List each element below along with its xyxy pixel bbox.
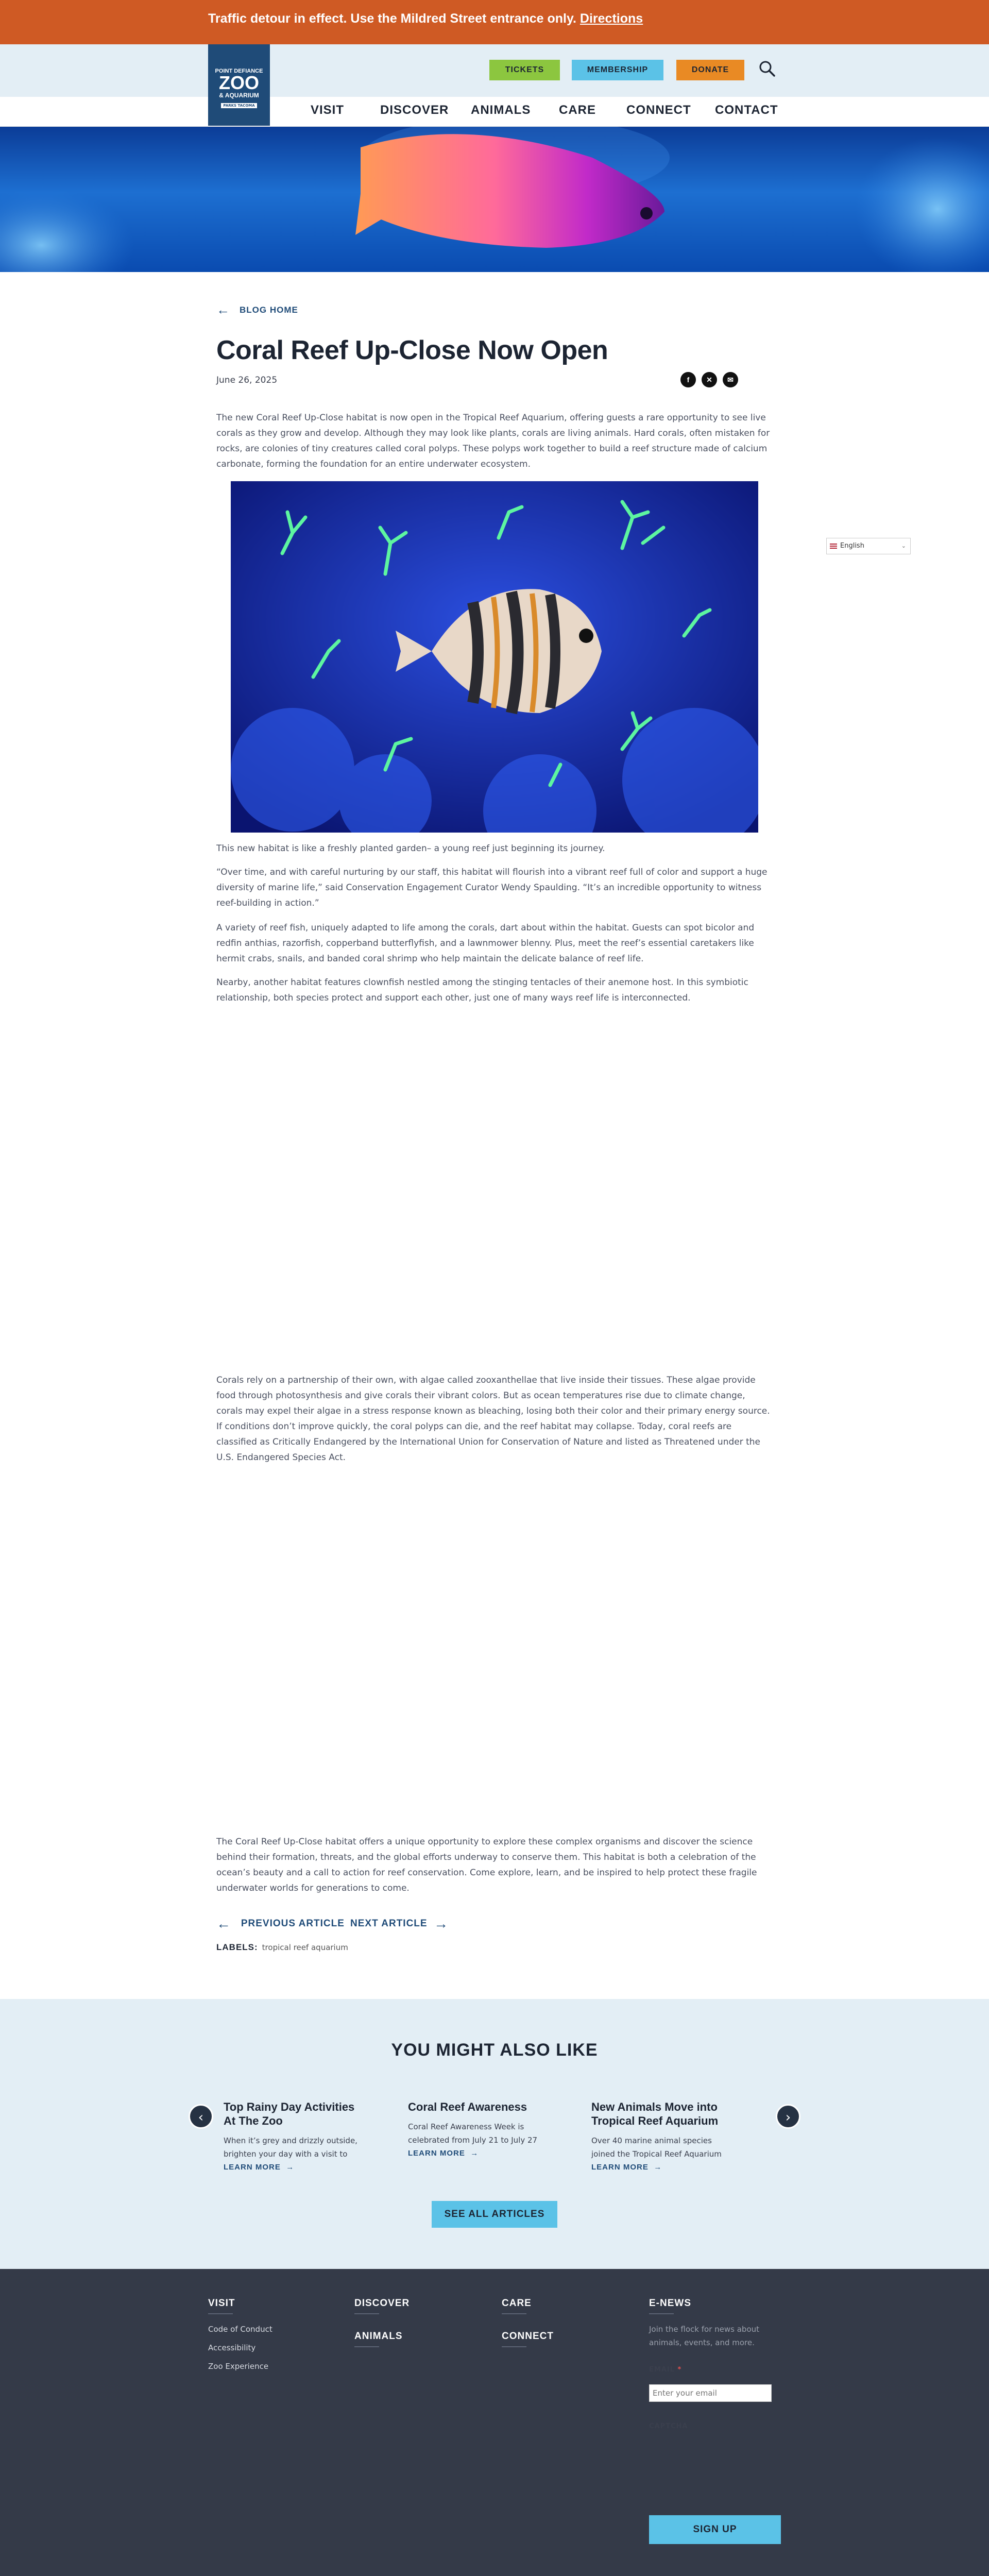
- related-card[interactable]: [224, 2100, 368, 2172]
- article-paragraph: The Coral Reef Up-Close habitat offers a unique opportunity to explore these complex organisms and discover the science behind their formation, threats, and the global efforts underway to conserve them. This habitat is both a celebration of the ocean’s beauty and a call to action for reef conservation. Come explore, learn, and be inspired to help protect these fragile underwater worlds for generations to come.: [216, 1837, 757, 1893]
- next-article-label: NEXT ARTICLE: [350, 1918, 428, 1929]
- see-all-articles-button[interactable]: SEE ALL ARTICLES: [432, 2201, 557, 2228]
- nav-discover[interactable]: DISCOVER: [380, 103, 449, 117]
- card-learn-more-label: LEARN MORE: [224, 2163, 281, 2172]
- arrow-left-icon: ←: [216, 302, 230, 317]
- label-link[interactable]: tropical reef aquarium: [262, 1943, 348, 1952]
- blog-home-link[interactable]: [216, 302, 298, 318]
- arrow-right-icon: →: [286, 2163, 295, 2172]
- site-footer: [0, 2269, 989, 2576]
- arrow-right-icon: →: [434, 1916, 449, 1931]
- related-card[interactable]: [591, 2100, 736, 2172]
- email-icon[interactable]: ✉: [723, 372, 738, 387]
- article-paragraph: A variety of reef fish, uniquely adapted to life among the corals, dart about within the habitat. Guests can spot bicolor and redfin anthias, razorfish, copperband butterflyfish, and a lawnmower blenny. Plus, meet the reef’s essential caretakers like hermit crabs, snails, and banded coral shrimp who help maintain the delicate balance of reef life.: [216, 923, 755, 964]
- card-title: New Animals Move into Tropical Reef Aquarium: [591, 2100, 719, 2127]
- chevron-left-icon: ‹: [198, 2110, 204, 2125]
- donate-button[interactable]: DONATE: [676, 60, 744, 80]
- us-flag-icon: [830, 544, 837, 549]
- card-description: When it’s grey and drizzly outside, brighten your day with a visit to: [224, 2136, 357, 2159]
- language-value: English: [840, 542, 864, 550]
- card-learn-more-label: LEARN MORE: [591, 2163, 649, 2172]
- hero-fish-image: [0, 127, 989, 272]
- required-marker: *: [677, 2366, 682, 2374]
- language-select[interactable]: [826, 538, 911, 554]
- tickets-button[interactable]: TICKETS: [489, 60, 560, 80]
- chevron-down-icon: ⌄: [901, 543, 906, 549]
- alert-message: Traffic detour in effect. Use the Mildred Street entrance only.: [208, 11, 576, 26]
- card-title: Coral Reef Awareness: [408, 2100, 527, 2113]
- article-paragraph: “Over time, and with careful nurturing by our staff, this habitat will flourish into a vibrant reef full of color and support a huge diversity of marine life,” said Conservation Engagement Curator Wendy Spaulding. “It’s an incredible opportunity to witness reef-building in action.”: [216, 867, 768, 908]
- footer-heading-discover[interactable]: DISCOVER: [354, 2298, 410, 2314]
- previous-article-link[interactable]: [216, 1916, 345, 1932]
- card-description: Over 40 marine animal species joined the Tropical Reef Aquarium: [591, 2136, 722, 2159]
- email-field[interactable]: [649, 2384, 772, 2402]
- footer-heading-care[interactable]: CARE: [502, 2298, 532, 2314]
- nav-connect[interactable]: CONNECT: [626, 103, 691, 117]
- arrow-right-icon: →: [470, 2149, 479, 2158]
- labels-heading: LABELS:: [216, 1942, 258, 1952]
- arrow-right-icon: →: [654, 2163, 662, 2172]
- footer-heading-visit[interactable]: VISIT: [208, 2298, 235, 2314]
- captcha-label: CAPTCHA: [649, 2422, 688, 2430]
- email-label-text: EMAIL: [649, 2366, 675, 2374]
- chevron-right-icon: ›: [785, 2110, 791, 2125]
- x-icon[interactable]: ✕: [702, 372, 717, 387]
- enews-description: Join the flock for news about animals, events, and more.: [649, 2325, 760, 2347]
- card-title: Top Rainy Day Activities At The Zoo: [224, 2100, 355, 2127]
- alert-text: [208, 11, 643, 26]
- footer-heading-enews: E-NEWS: [649, 2298, 691, 2314]
- footer-link[interactable]: Code of Conduct: [208, 2325, 272, 2334]
- card-learn-more-label: LEARN MORE: [408, 2149, 465, 2158]
- carousel-prev-button[interactable]: [189, 2104, 213, 2129]
- card-learn-more-link[interactable]: [408, 2149, 552, 2158]
- directions-link[interactable]: Directions: [579, 11, 643, 26]
- hero-banner: [0, 127, 989, 272]
- article-paragraph: The new Coral Reef Up-Close habitat is now open in the Tropical Reef Aquarium, offering guests a rare opportunity to see live corals as they grow and develop. Although they may look like plants, corals are living animals. Hard corals, often mistaken for rocks, are colonies of tiny creatures called coral polyps. These polyps work together to build a reef structure made of calcium carbonate, forming the foundation for an entire underwater ecosystem.: [216, 413, 770, 469]
- nav-visit[interactable]: VISIT: [311, 103, 345, 117]
- article-date: June 26, 2025: [216, 375, 278, 385]
- footer-link[interactable]: Zoo Experience: [208, 2362, 269, 2371]
- nav-care[interactable]: CARE: [559, 103, 596, 117]
- logo-line-2: ZOO: [219, 72, 259, 93]
- email-label: [649, 2366, 681, 2374]
- footer-heading-connect[interactable]: CONNECT: [502, 2331, 554, 2347]
- nav-animals[interactable]: ANIMALS: [471, 103, 531, 117]
- search-icon[interactable]: [758, 60, 776, 77]
- article-paragraph: Nearby, another habitat features clownfish nestled among the stinging tentacles of their anemone host. In this symbiotic relationship, both species protect and support each other, just one of many ways reef life is interconnected.: [216, 977, 748, 1003]
- sign-up-button[interactable]: SIGN UP: [649, 2515, 781, 2544]
- membership-button[interactable]: MEMBERSHIP: [572, 60, 663, 80]
- card-learn-more-link[interactable]: [591, 2163, 736, 2172]
- alert-bar: [0, 0, 989, 44]
- previous-article-label: PREVIOUS ARTICLE: [241, 1918, 345, 1929]
- footer-heading-animals[interactable]: ANIMALS: [354, 2331, 403, 2347]
- labels-row: [216, 1942, 348, 1953]
- logo-line-3: & AQUARIUM: [219, 92, 259, 99]
- article-paragraph: Corals rely on a partnership of their own, with algae called zooxanthellae that live inside their tissues. These algae provide food through photosynthesis and give corals their vibrant colors. But as ocean temperatures rise due to climate change, corals may expel their algae in a stress response known as bleaching, losing both their color and their primary energy source. If conditions don’t improve quickly, the coral polyps can die, and the reef habitat may collapse. Today, coral reefs are classified as Critically Endangered by the International Union for Conservation of Nature and listed as Threatened under the U.S. Endangered Species Act.: [216, 1375, 770, 1463]
- card-learn-more-link[interactable]: [224, 2163, 368, 2172]
- related-card[interactable]: [408, 2100, 552, 2158]
- next-article-link[interactable]: [350, 1916, 449, 1932]
- card-description: Coral Reef Awareness Week is celebrated from July 21 to July 27: [408, 2122, 538, 2145]
- logo-line-4: PARKS TACOMA: [221, 103, 257, 108]
- carousel-next-button[interactable]: [776, 2104, 800, 2129]
- logo-line-1: POINT DEFIANCE: [215, 68, 263, 74]
- blog-home-label: BLOG HOME: [240, 305, 298, 315]
- article-title: Coral Reef Up-Close Now Open: [216, 335, 608, 365]
- facebook-icon[interactable]: f: [680, 372, 696, 387]
- nav-contact[interactable]: CONTACT: [715, 103, 778, 117]
- zoo-logo[interactable]: [208, 44, 270, 126]
- coral-reef-photo: [231, 481, 758, 833]
- related-title: YOU MIGHT ALSO LIKE: [391, 2040, 598, 2060]
- footer-link[interactable]: Accessibility: [208, 2343, 256, 2352]
- article-paragraph: This new habitat is like a freshly planted garden– a young reef just beginning its journey.: [216, 843, 605, 854]
- arrow-left-icon: ←: [216, 1916, 231, 1931]
